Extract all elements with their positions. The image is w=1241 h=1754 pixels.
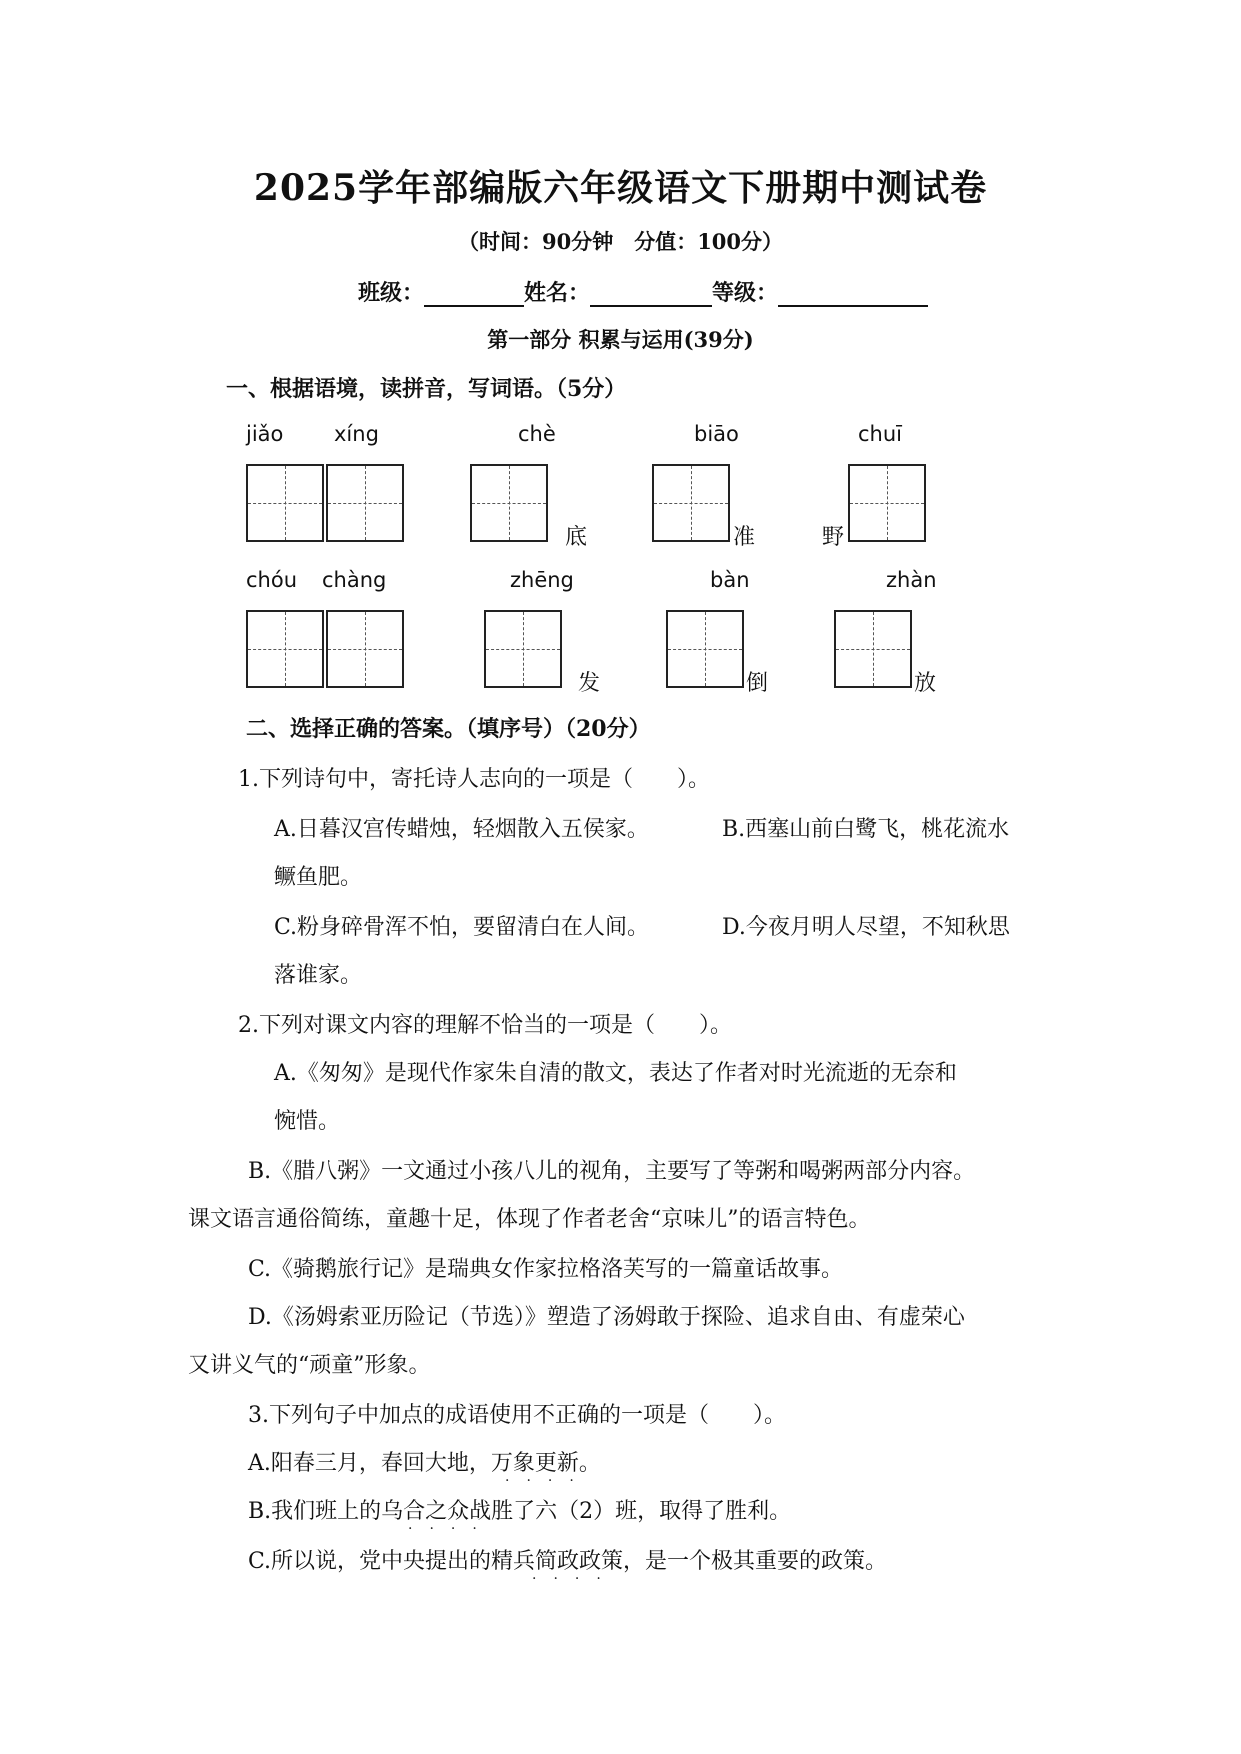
- item-1-option-c: C.粉身碎骨浑不怕，要留清白在人间。: [274, 915, 650, 940]
- item-2-option-b: B.《腊八粥》一文通过小孩八儿的视角，主要写了等粥和喝粥两部分内容。: [248, 1159, 976, 1184]
- writing-box[interactable]: [848, 464, 926, 542]
- word-suffix: 倒: [746, 671, 769, 696]
- item-2-stem: 2.下列对课文内容的理解不恰当的一项是（ ）。: [238, 1013, 732, 1038]
- exam-time-score: （时间：90分钟 分值：100分）: [457, 229, 784, 254]
- pinyin-label: chóu: [246, 568, 298, 592]
- item-3-option-a: A.阳春三月，春回大地，万象更新。: [248, 1451, 601, 1476]
- item-3-option-c: C.所以说，党中央提出的精兵简政政策，是一个极其重要的政策。: [248, 1549, 888, 1574]
- word-suffix: 发: [578, 671, 601, 696]
- class-blank[interactable]: [424, 279, 524, 307]
- writing-box[interactable]: [246, 464, 324, 542]
- writing-box[interactable]: [326, 610, 404, 688]
- word-suffix: 放: [914, 671, 937, 696]
- pinyin-label: chuī: [858, 422, 902, 446]
- emphasis-dots: ····: [505, 1473, 591, 1489]
- class-label: 班级：: [358, 280, 425, 306]
- question-two-heading: 二、选择正确的答案。（填序号）（20分）: [246, 716, 651, 742]
- item-1-option-d: D.今夜月明人尽望，不知秋思: [722, 915, 1010, 940]
- pinyin-label: xíng: [334, 422, 379, 446]
- item-2-option-d: D.《汤姆索亚历险记（节选）》塑造了汤姆敢于探险、追求自由、有虚荣心: [248, 1305, 965, 1330]
- writing-box[interactable]: [666, 610, 744, 688]
- student-info-row: [358, 276, 928, 307]
- grade-blank[interactable]: [778, 279, 928, 307]
- question-one-heading: 一、根据语境，读拼音，写词语。（5分）: [226, 376, 627, 402]
- writing-box[interactable]: [652, 464, 730, 542]
- item-1-option-b: B.西塞山前白鹭飞，桃花流水: [722, 817, 1010, 842]
- emphasis-dots: ····: [532, 1571, 618, 1587]
- pinyin-label: chè: [518, 422, 556, 446]
- item-2-option-a: A.《匆匆》是现代作家朱自清的散文，表达了作者对时光流逝的无奈和: [274, 1061, 957, 1086]
- item-2-option-b-cont: 课文语言通俗简练，童趣十足，体现了作者老舍“京味儿”的语言特色。: [188, 1207, 871, 1232]
- word-suffix: 底: [565, 525, 588, 550]
- item-2-option-d-cont: 又讲义气的“顽童”形象。: [188, 1353, 431, 1378]
- word-prefix: 野: [822, 525, 845, 550]
- item-1-option-b-cont: 鳜鱼肥。: [274, 865, 363, 890]
- pinyin-label: zhàn: [886, 568, 937, 592]
- pinyin-label: jiǎo: [246, 422, 284, 446]
- pinyin-label: chàng: [322, 568, 387, 592]
- writing-box[interactable]: [470, 464, 548, 542]
- writing-box[interactable]: [484, 610, 562, 688]
- part-one-heading: 第一部分 积累与运用(39分): [487, 327, 754, 352]
- item-1-option-a: A.日暮汉宫传蜡烛，轻烟散入五侯家。: [274, 817, 649, 842]
- item-2-option-c: C.《骑鹅旅行记》是瑞典女作家拉格洛芙写的一篇童话故事。: [248, 1257, 844, 1282]
- item-1-stem: 1.下列诗句中，寄托诗人志向的一项是（ ）。: [238, 767, 710, 792]
- writing-box[interactable]: [326, 464, 404, 542]
- pinyin-label: biāo: [694, 422, 739, 446]
- grade-label: 等级：: [712, 280, 779, 306]
- word-suffix: 准: [733, 525, 756, 550]
- writing-box[interactable]: [246, 610, 324, 688]
- pinyin-label: bàn: [710, 568, 750, 592]
- item-1-option-d-cont: 落谁家。: [274, 963, 363, 988]
- emphasis-dots: ····: [408, 1521, 494, 1537]
- item-2-option-a-cont: 惋惜。: [274, 1109, 341, 1134]
- item-3-stem: 3.下列句子中加点的成语使用不正确的一项是（ ）。: [248, 1403, 786, 1428]
- item-3-option-b: B.我们班上的乌合之众战胜了六（2）班，取得了胜利。: [248, 1499, 792, 1524]
- pinyin-label: zhēng: [510, 568, 574, 592]
- name-label: 姓名：: [524, 280, 591, 306]
- page-title: 2025学年部编版六年级语文下册期中测试卷: [253, 167, 988, 209]
- name-blank[interactable]: [590, 279, 712, 307]
- writing-box[interactable]: [834, 610, 912, 688]
